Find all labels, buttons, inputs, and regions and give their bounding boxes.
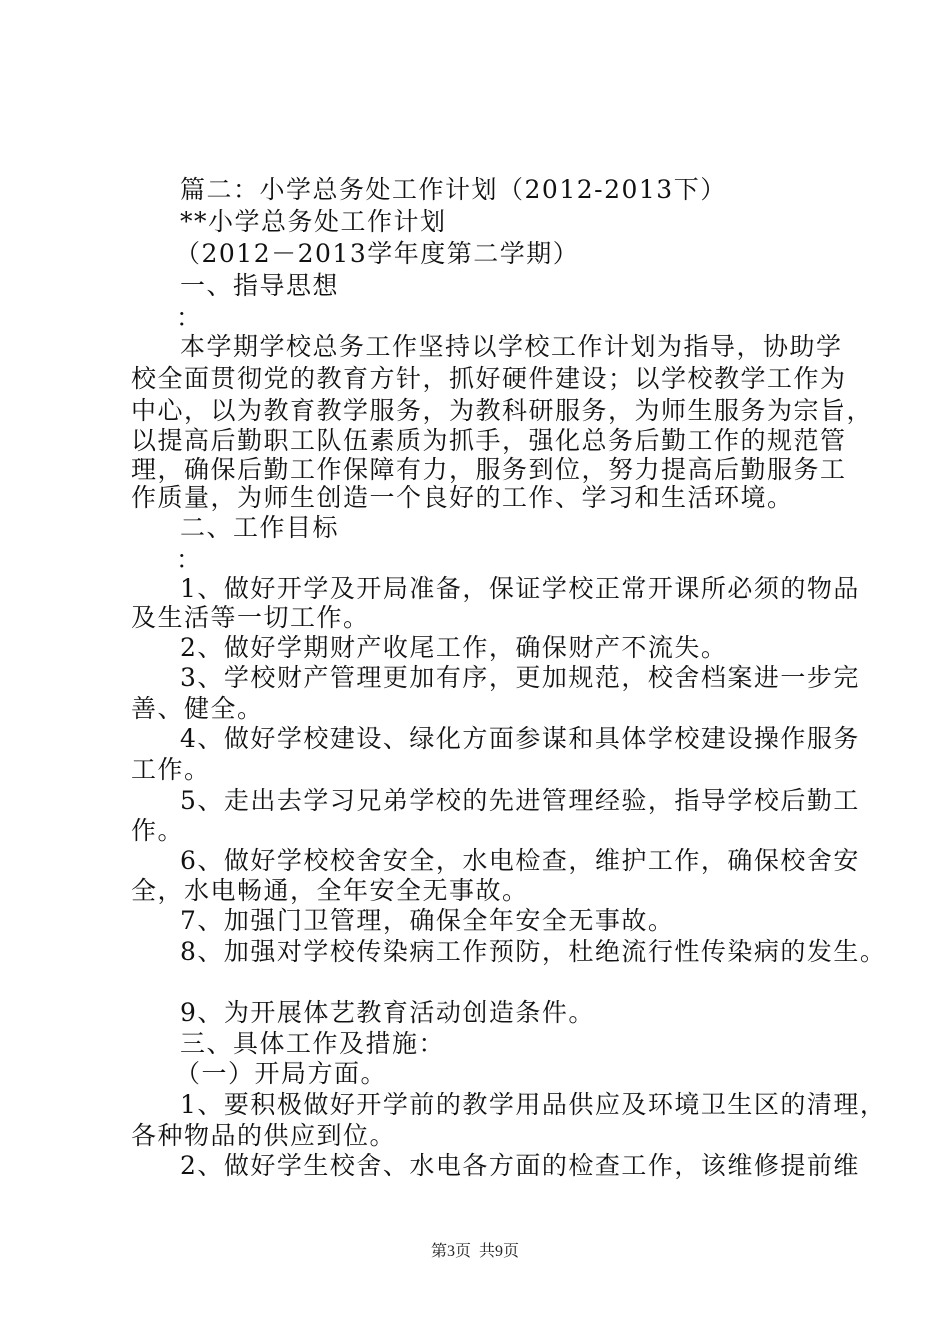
paragraph-line: 作质量，为师生创造一个良好的工作、学习和生活环境。 (131, 483, 794, 512)
page-total: 共9页 (479, 1243, 520, 1260)
heading-colon: ： (176, 303, 203, 332)
measure-item: 1、要积极做好开学前的教学用品供应及环境卫生区的清理， (180, 1090, 887, 1119)
heading-work-goals: 二、工作目标 (180, 513, 340, 542)
heading-measures: 三、具体工作及措施： (180, 1029, 446, 1058)
goal-item-cont: 工作。 (131, 755, 211, 784)
goal-item: 8、加强对学校传染病工作预防，杜绝流行性传染病的发生。 (180, 937, 887, 966)
goal-item-cont: 全，水电畅通，全年安全无事故。 (131, 876, 529, 905)
heading-colon: ： (176, 545, 203, 574)
page-footer (0, 1242, 950, 1262)
goal-item: 2、做好学期财产收尾工作，确保财产不流失。 (180, 633, 728, 662)
plan-title: **小学总务处工作计划 (180, 207, 447, 236)
measure-item-cont: 各种物品的供应到位。 (131, 1121, 397, 1150)
goal-item-cont: 及生活等一切工作。 (131, 603, 370, 632)
paragraph-line: 校全面贯彻党的教育方针，抓好硬件建设；以学校教学工作为 (131, 364, 847, 393)
goal-item-cont: 作。 (131, 816, 185, 845)
goal-item: 4、做好学校建设、绿化方面参谋和具体学校建设操作服务 (180, 724, 860, 753)
goal-item: 6、做好学校校舍安全，水电检查，维护工作，确保校舍安 (180, 846, 860, 875)
paragraph-line: 中心，以为教育教学服务，为教科研服务，为师生服务为宗旨， (131, 396, 874, 425)
plan-term: （2012－2013学年度第二学期） (175, 239, 580, 268)
section-title: 篇二：小学总务处工作计划（2012-2013下） (180, 175, 727, 204)
goal-item: 9、为开展体艺教育活动创造条件。 (180, 998, 595, 1027)
subheading-opening: （一）开局方面。 (175, 1059, 388, 1088)
goal-item: 5、走出去学习兄弟学校的先进管理经验，指导学校后勤工 (180, 786, 860, 815)
goal-item: 7、加强门卫管理，确保全年安全无事故。 (180, 906, 675, 935)
heading-guiding-ideology: 一、指导思想 (180, 271, 340, 300)
paragraph-line: 理，确保后勤工作保障有力，服务到位，努力提高后勤服务工 (131, 455, 847, 484)
paragraph-line: 以提高后勤职工队伍素质为抓手，强化总务后勤工作的规范管 (131, 426, 847, 455)
goal-item: 1、做好开学及开局准备，保证学校正常开课所必须的物品 (180, 574, 860, 603)
measure-item: 2、做好学生校舍、水电各方面的检查工作，该维修提前维 (180, 1151, 860, 1180)
goal-item-cont: 善、健全。 (131, 694, 264, 723)
page-number: 第3页 (430, 1243, 471, 1260)
paragraph-line: 本学期学校总务工作坚持以学校工作计划为指导，协助学 (180, 332, 843, 361)
goal-item: 3、学校财产管理更加有序，更加规范，校舍档案进一步完 (180, 663, 860, 692)
